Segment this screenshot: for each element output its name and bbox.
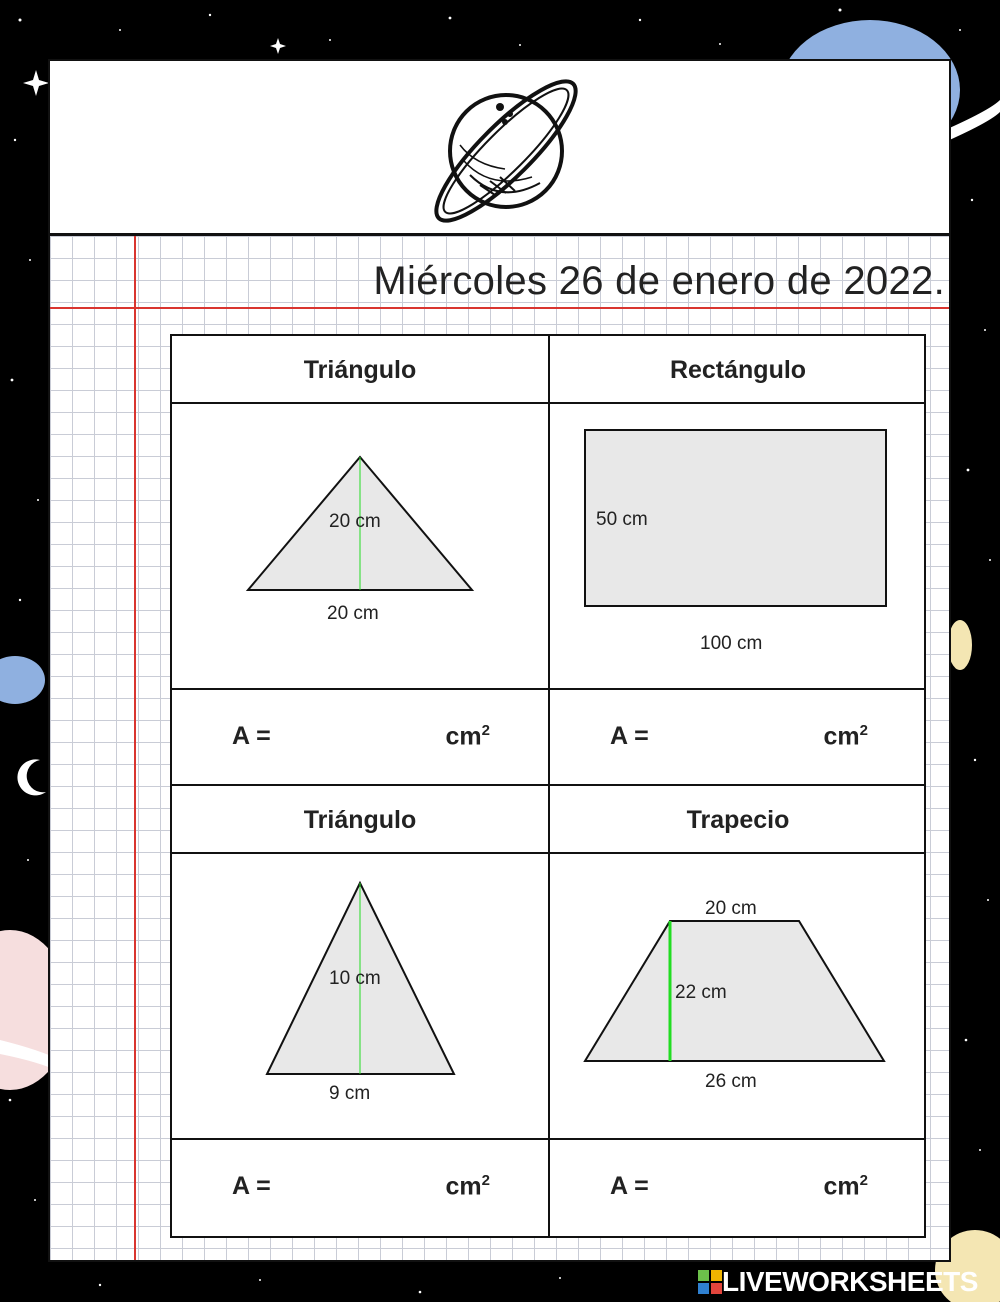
margin-line-vertical [134,236,136,1262]
base-label: 9 cm [329,1083,371,1104]
height-label: 10 cm [329,968,381,989]
area-prefix: A = [232,722,271,750]
saturn-icon [420,65,586,233]
liveworksheets-logo [698,1266,978,1298]
watermark-text: LIVEWORKSHEETS [722,1266,978,1297]
worksheet-page [48,59,951,1262]
area-unit: $cm^2$ [445,1172,490,1201]
triangle-figure [172,854,548,1140]
area-prefix: A = [610,722,649,750]
area-unit: $cm^2$ [823,1172,868,1201]
table-divider [172,852,924,854]
top-base-label: 20 cm [705,898,757,919]
base-label: 100 cm [700,633,763,654]
area-unit: $cm^2$ [445,722,490,751]
yellow-planet-decoration [948,620,972,670]
area-unit: $cm^2$ [823,722,868,751]
answer-row [172,690,548,786]
trapezoid-figure [550,854,926,1140]
table-divider [172,1138,924,1140]
cell-title: Rectángulo [669,355,807,384]
table-divider [172,784,924,786]
liveworksheets-icon [698,1270,722,1294]
answer-row [550,690,926,786]
cell-title: Triángulo [303,355,417,384]
triangle-figure [172,404,548,690]
table-divider [172,402,924,404]
height-label: 50 cm [596,509,648,530]
answer-row [550,1140,926,1236]
height-label: 20 cm [329,511,381,532]
cell-title: Triángulo [303,805,417,834]
area-prefix: A = [232,1172,271,1200]
margin-line-horizontal [50,307,949,309]
answer-row [172,1140,548,1236]
height-label: 22 cm [675,982,727,1003]
cell-title: Trapecio [686,805,790,834]
area-prefix: A = [610,1172,649,1200]
table-divider [548,336,550,1236]
rectangle-figure [550,404,926,690]
area-exercise-table [170,334,926,1238]
base-label: 26 cm [705,1071,757,1092]
table-divider [172,688,924,690]
date-heading: Miércoles 26 de enero de 2022. [373,259,945,303]
base-label: 20 cm [327,603,379,624]
